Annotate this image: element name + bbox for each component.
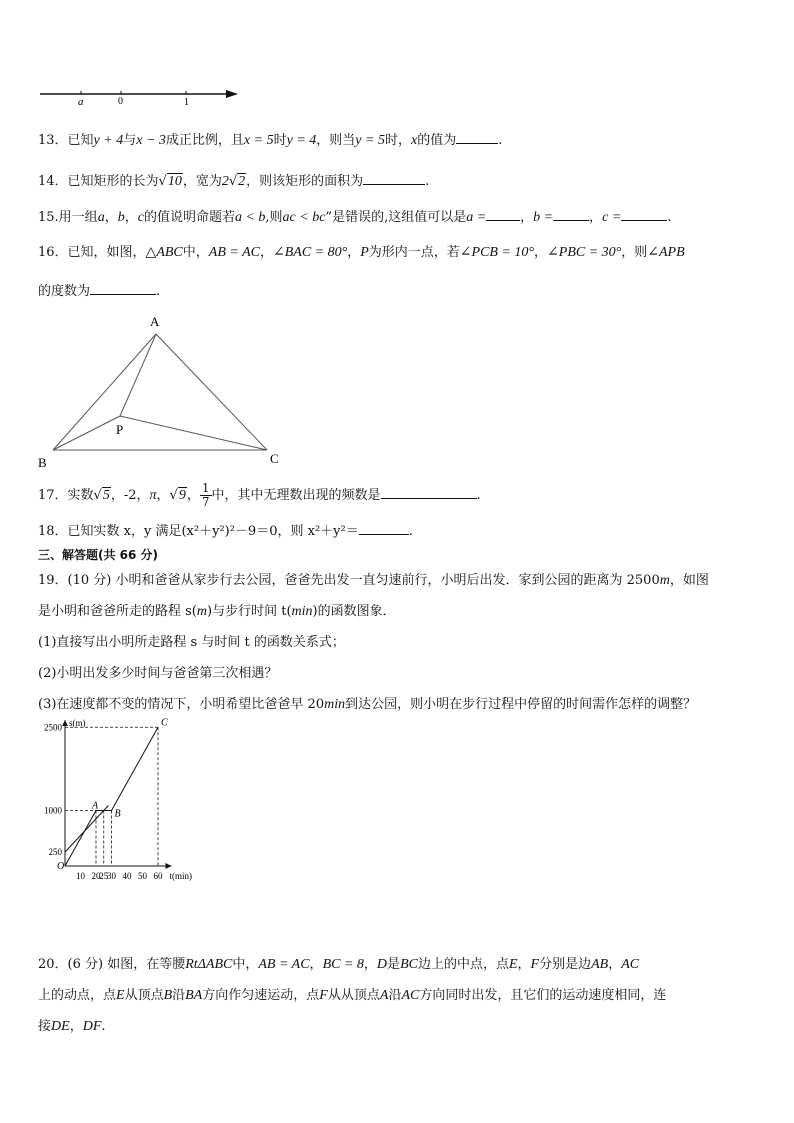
label-1: 1 (184, 97, 189, 108)
answer-blank[interactable] (363, 171, 425, 185)
question-15: 15.用一组a，b，c的值说明命题若a < b,则ac < bc”是错误的,这组值可以是a = ，b = ，c = . (38, 207, 671, 227)
point-label-b: B (114, 808, 121, 820)
vertex-a-label: A (150, 314, 160, 329)
question-16-line-1: 16．已知，如图，△ABC中，AB = AC，∠BAC = 80°，P为形内一点，若∠PCB = 10°，∠PBC = 30°，则∠APB (38, 245, 685, 260)
question-13: 13．已知y + 4与x − 3成正比例，且x = 5时y = 4，则当y = 5时，x的值为 . (38, 130, 502, 150)
triangle-figure (34, 310, 294, 472)
x-tick-label: 10 (76, 871, 85, 881)
question-19-part-2: (2)小明出发多少时间与爸爸第三次相遇？ (38, 666, 278, 681)
question-17: 17．实数√5，-2，π，√9， $\frac{1}{7}$ 中，其中无理数出现的频数是 . (38, 481, 481, 509)
origin-label: O (57, 861, 65, 872)
y-tick-label: 250 (48, 847, 62, 858)
question-16-line-2: 的度数为 . (38, 281, 160, 301)
question-19-line-1: 19．(10 分) 小明和爸爸从家步行去公园，爸爸先出发一直匀速前行，小明后出发．家到公园的距离为 2500m，如图 (38, 573, 709, 588)
y-tick-label: 1000 (44, 805, 62, 816)
y-axis-label: s(m) (69, 718, 86, 729)
answer-blank[interactable] (381, 485, 477, 499)
answer-blank[interactable] (359, 521, 409, 535)
y-tick-label: 2500 (44, 722, 62, 733)
answer-blank-b[interactable] (553, 207, 589, 221)
vertex-c-label: C (270, 451, 279, 466)
series-line-1 (65, 727, 158, 866)
question-18: 18．已知实数 x，y 满足(x²＋y²)²－9＝0，则 x²＋y²＝ . (38, 521, 413, 541)
answer-blank-c[interactable] (621, 207, 667, 221)
x-tick-label: 25 (99, 871, 109, 881)
label-a: a (78, 96, 84, 108)
point-label-c: C (161, 717, 168, 729)
point-p-label: P (116, 422, 124, 437)
x-tick-label: 20 (91, 871, 101, 881)
fraction-one-seventh: $\frac{1}{7}$ (201, 481, 210, 509)
point-label-a: A (92, 800, 99, 812)
section-heading: 三、解答题(共 66 分) (38, 548, 159, 562)
number-line (36, 82, 246, 110)
question-19-part-3: (3)在速度都不变的情况下，小明希望比爸爸早 20min到达公园，则小明在步行过程中停留的时间需作怎样的调整？ (38, 697, 697, 712)
label-0: 0 (118, 96, 123, 107)
vertex-b-label: B (38, 455, 47, 470)
x-tick-label: 40 (122, 871, 132, 881)
series-line-2 (65, 806, 108, 853)
question-19-part-1: (1)直接写出小明所走路程 s 与时间 t 的函数关系式； (38, 635, 345, 650)
x-tick-label: 60 (153, 871, 163, 881)
question-19-line-2: 是小明和爸爸所走的路程 s(m)与步行时间 t(min)的函数图象． (38, 604, 396, 619)
question-14: 14．已知矩形的长为√10，宽为2√2，则该矩形的面积为 . (38, 171, 429, 191)
answer-blank[interactable] (90, 281, 156, 295)
x-tick-label: 30 (107, 871, 116, 881)
answer-blank[interactable] (456, 130, 498, 144)
distance-time-chart (30, 717, 310, 882)
answer-blank-a[interactable] (486, 207, 520, 221)
question-20-line-2: 上的动点，点E从顶点B沿BA方向作匀速运动，点F从从顶点A沿AC方向同时出发，且它们的运动速度相同，连 (38, 988, 667, 1003)
question-20-line-3: 接DE，DF. (38, 1019, 106, 1034)
x-axis-label: t(min) (169, 871, 192, 881)
x-tick-label: 50 (138, 871, 147, 881)
question-20-line-1: 20．(6 分) 如图，在等腰RtΔABC中，AB = AC，BC = 8，D是BC边上的中点，点E，F分别是边AB，AC (38, 957, 640, 972)
